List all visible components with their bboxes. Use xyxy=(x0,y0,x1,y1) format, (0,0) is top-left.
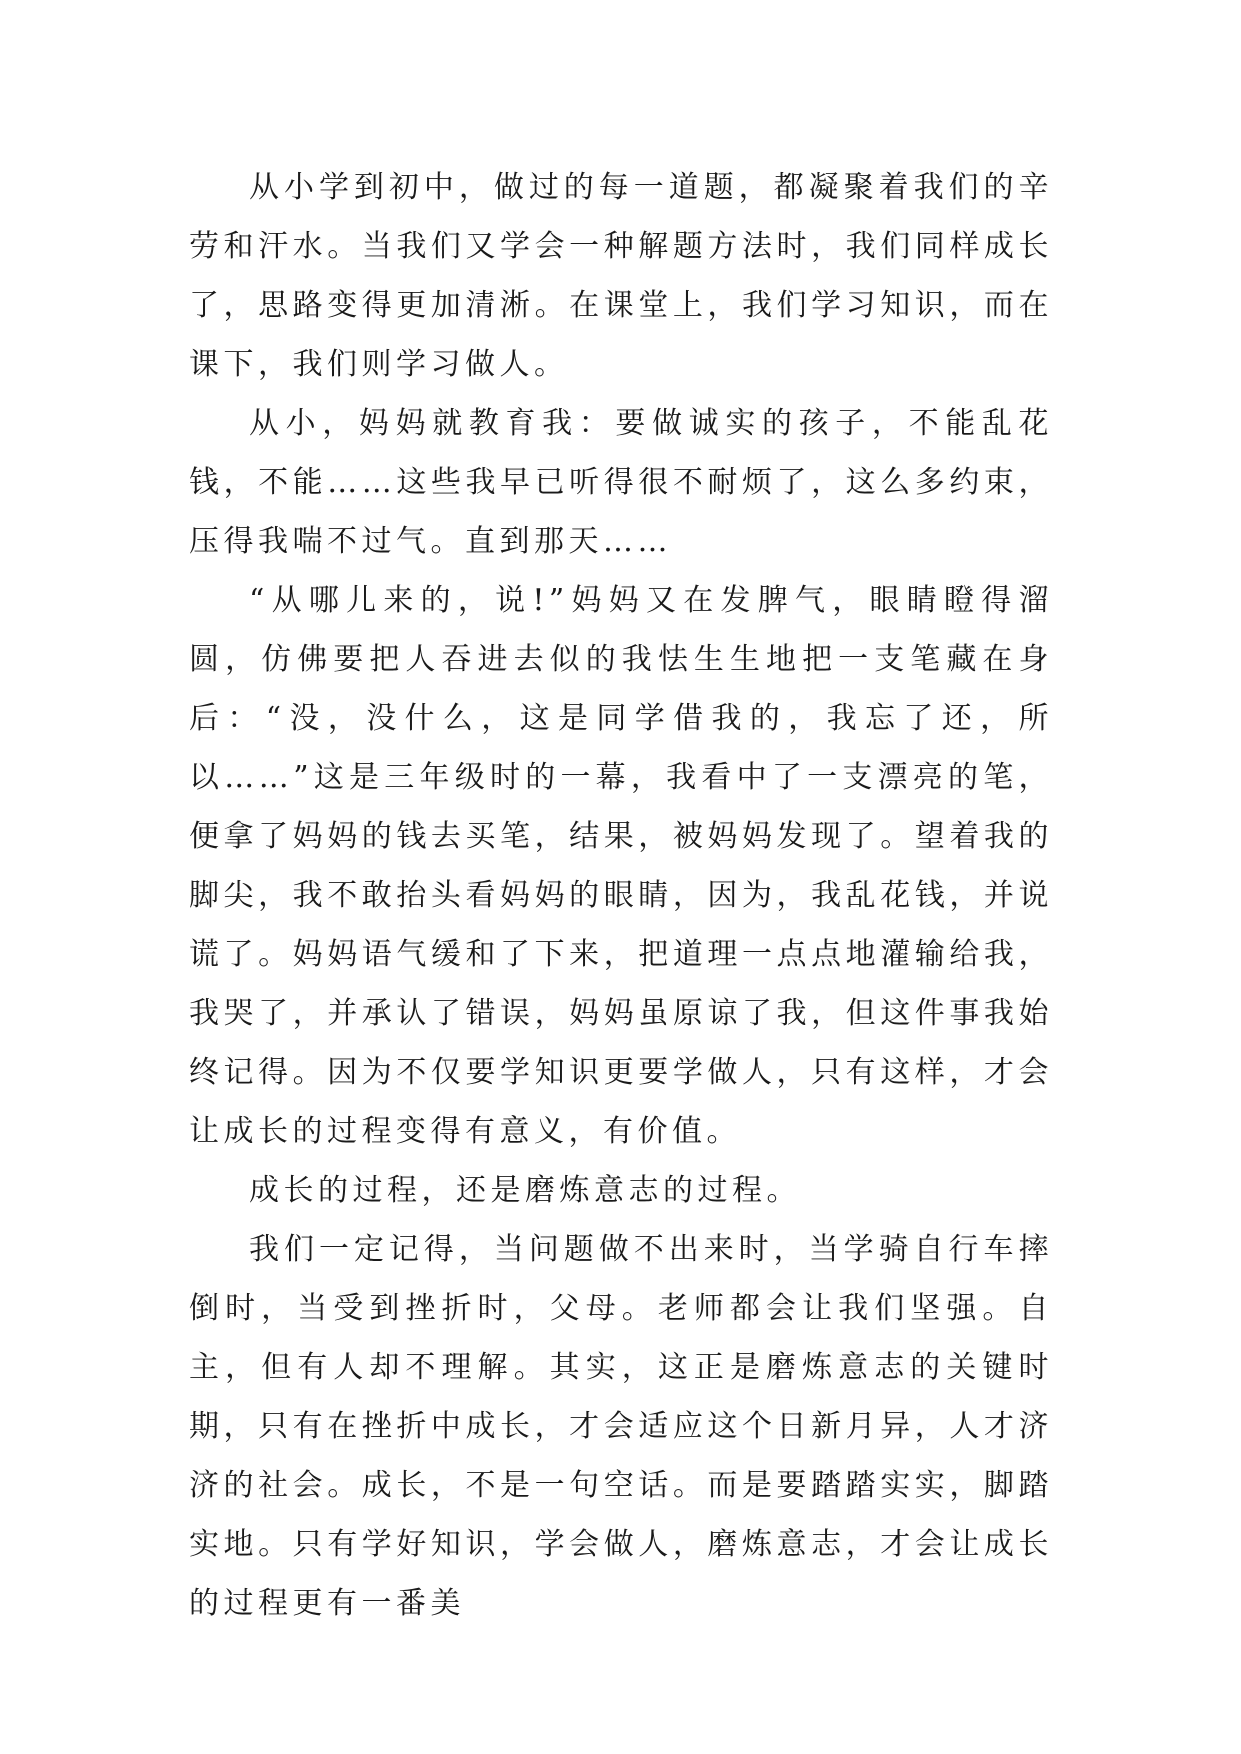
paragraph-willpower-heading: 成长的过程，还是磨炼意志的过程。 xyxy=(249,1173,801,1208)
paragraph-pen-story: “从哪儿来的，说!”妈妈又在发脾气，眼睛瞪得溜圆，仿佛要把人吞进去似的我怯生生地把一支笔藏在身后：“没，没什么，这是同学借我的，我忘了还，所以……”这是三年级时的一幕，我看中了一支漂亮的笔，便拿了妈妈的钱去买笔，结果，被妈妈发现了。望着我的脚尖，我不敢抬头看妈妈的眼睛，因为，我乱花钱，并说谎了。妈妈语气缓和了下来，把道理一点点地灌输给我，我哭了，并承认了错误，妈妈虽原谅了我，但这件事我始终记得。因为不仅要学知识更要学做人，只有这样，才会让成长的过程变得有意义，有价值。 xyxy=(189,583,1053,1149)
paragraph-study-growth: 从小学到初中，做过的每一道题，都凝聚着我们的辛劳和汗水。当我们又学会一种解题方法时，我们同样成长了，思路变得更加清淅。在课堂上，我们学习知识，而在课下，我们则学习做人。 xyxy=(189,170,1053,382)
paragraph-willpower: 我们一定记得，当问题做不出来时，当学骑自行车摔倒时，当受到挫折时，父母。老师都会让我们坚强。自主，但有人却不理解。其实，这正是磨炼意志的关键时期，只有在挫折中成长，才会适应这个日新月异，人才济济的社会。成长，不是一句空话。而是要踏踏实实，脚踏实地。只有学好知识，学会做人，磨炼意志，才会让成长的过程更有一番美 xyxy=(189,1232,1053,1621)
paragraph-mother-teaching: 从小，妈妈就教育我：要做诚实的孩子，不能乱花钱，不能……这些我早已听得很不耐烦了，这么多约束，压得我喘不过气。直到那天…… xyxy=(189,406,1053,559)
article-body xyxy=(189,158,1053,1633)
